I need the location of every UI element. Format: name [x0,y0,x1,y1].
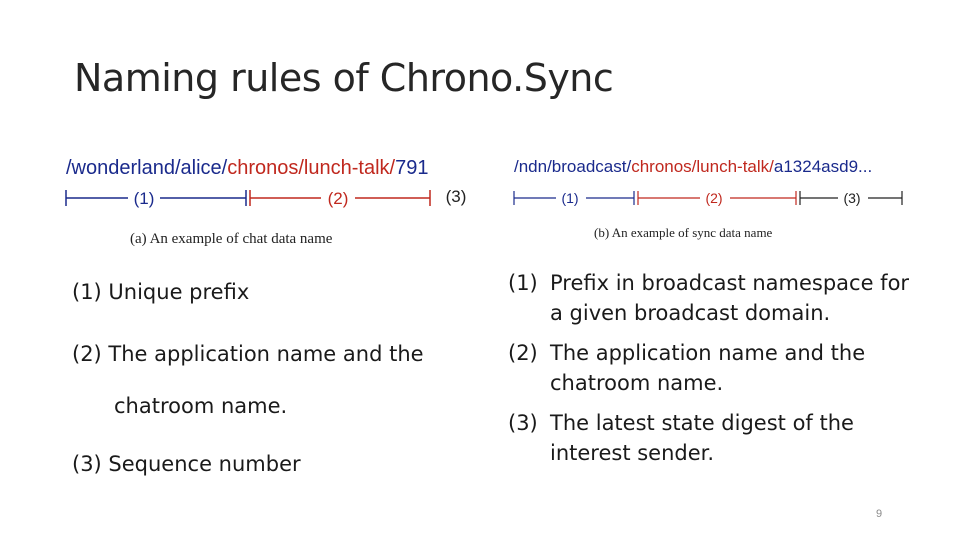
right-item-3 [508,408,928,468]
figure-chat-data-name [66,150,476,250]
left-item-2: (2) The application name and the [72,342,424,366]
right-item-3-text: The latest state digest of the interest sender. [550,411,854,465]
left-list [72,280,492,500]
fig-a-label-1: (1) [133,189,155,208]
slide-title: Naming rules of Chrono.Sync [74,56,614,100]
left-item-1: (1) Unique prefix [72,280,250,304]
page-number: 9 [876,508,883,520]
fig-a-prefix: /wonderland/alice/chronos/lunch-talk/791 [66,157,429,179]
left-item-3: (3) Sequence number [72,452,301,476]
right-item-2-num: (2) [508,341,538,365]
right-item-1 [508,268,928,328]
fig-a-caption: (a) An example of chat data name [130,231,333,247]
fig-a-label-3: (3) [445,187,467,206]
right-item-2-text: The application name and the chatroom name. [550,341,866,395]
figure-sync-data-name [514,150,914,246]
fig-b-label-3: (3) [843,190,861,206]
fig-b-caption: (b) An example of sync data name [594,225,773,240]
right-list [508,268,928,478]
fig-b-label-2: (2) [705,190,723,206]
right-item-3-num: (3) [508,411,538,435]
fig-b-label-1: (1) [561,190,579,206]
svg-text:/ndn/broadcast/chronos/lunch-t: /ndn/broadcast/chronos/lunch-talk/a1324asd9... [514,157,873,176]
right-item-2 [508,338,928,398]
left-item-2-cont: chatroom name. [114,394,288,418]
right-item-1-num: (1) [508,271,538,295]
fig-a-label-2: (2) [327,189,349,208]
right-item-1-text: Prefix in broadcast namespace for a given broadcast domain. [550,271,910,325]
